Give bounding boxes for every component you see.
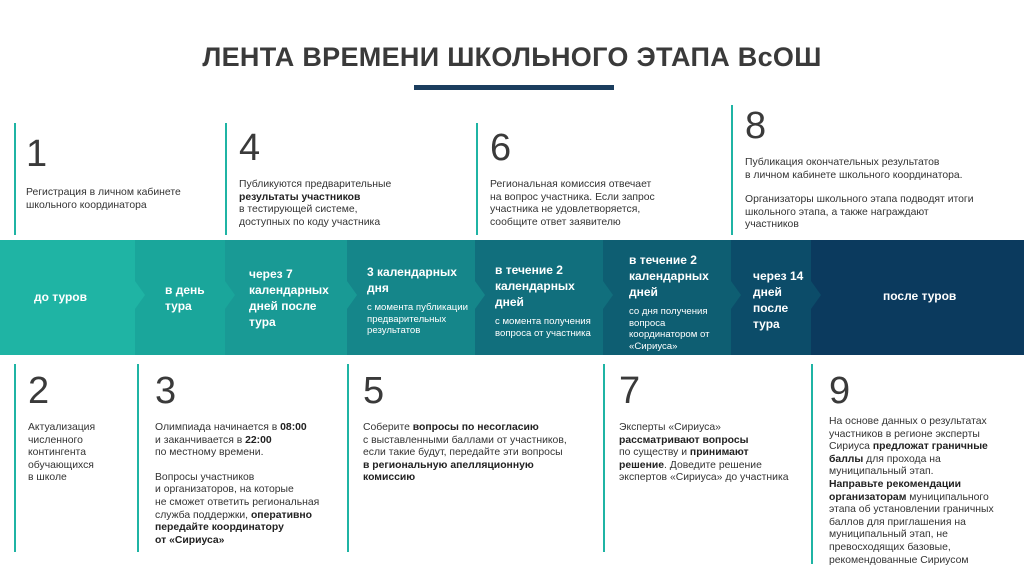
- text-line: [829, 454, 1019, 467]
- text-line: [155, 484, 355, 497]
- arrow-icon: [225, 281, 235, 309]
- step-text: [26, 187, 206, 212]
- text-line: [363, 435, 593, 448]
- band-text: [495, 262, 599, 339]
- text-run: на вопрос участника. Если запрос: [490, 191, 655, 203]
- text-line: [363, 460, 593, 473]
- text-run: не сможет ответить региональная: [155, 496, 320, 508]
- text-line: [829, 441, 1019, 454]
- arrow-icon: [135, 281, 145, 309]
- bold-text: Направьте рекомендации: [829, 478, 961, 490]
- step-6: [476, 123, 690, 235]
- band-segment-3: [225, 240, 347, 355]
- band-label: до туров: [34, 290, 88, 304]
- text-line: [155, 435, 355, 448]
- text-line: [829, 517, 1019, 530]
- bold-text: рассматривают вопросы: [619, 434, 749, 446]
- band-label: после туров: [883, 289, 957, 303]
- text-run: Актуализация: [28, 422, 96, 433]
- band-segment-1: [0, 240, 135, 355]
- band-text: [629, 252, 727, 352]
- text-run: Сириуса: [829, 441, 873, 453]
- bold-text: предложат граничные: [872, 441, 988, 453]
- step-number: 8: [745, 105, 767, 147]
- text-run: Организаторы школьного этапа подводят итоги: [745, 194, 974, 206]
- band-label: в течение 2 календарных дней: [495, 263, 575, 309]
- step-text: [155, 422, 355, 547]
- text-run: Региональная комиссия отвечает: [490, 179, 652, 190]
- step-4: [225, 123, 439, 235]
- text-run: доступных по коду участника: [239, 216, 381, 228]
- band-label: в день тура: [165, 283, 205, 313]
- step-number: 9: [829, 370, 851, 412]
- step-number: 4: [239, 127, 261, 169]
- band-segment-2: [135, 240, 225, 355]
- text-line: [363, 472, 593, 485]
- step-2: [14, 364, 138, 552]
- text-line: [490, 192, 690, 205]
- band-segment-5: [475, 240, 603, 355]
- bold-text: от «Сириуса»: [155, 534, 225, 546]
- text-run: для прохода на: [863, 453, 941, 465]
- band-segment-6: [603, 240, 731, 355]
- line-gap: [745, 182, 1015, 194]
- text-line: [239, 179, 439, 192]
- text-line: [745, 194, 1015, 207]
- text-run: контингента: [28, 447, 86, 459]
- band-segment-7: [731, 240, 811, 355]
- text-line: [155, 535, 355, 548]
- text-line: [829, 555, 1019, 568]
- step-text: [745, 157, 1015, 232]
- line-gap: [155, 460, 355, 472]
- arrow-icon: [475, 281, 485, 309]
- step-number: 6: [490, 127, 512, 169]
- text-run: рекомендованные Сириусом: [829, 554, 969, 566]
- step-text: [490, 179, 690, 229]
- text-run: Публикуются предварительные: [239, 179, 392, 190]
- text-run: и организаторов, на которые: [155, 484, 294, 496]
- page-title: ЛЕНТА ВРЕМЕНИ ШКОЛЬНОГО ЭТАПА ВсОШ: [202, 42, 822, 72]
- text-line: [829, 504, 1019, 517]
- step-7: [603, 364, 809, 552]
- text-line: [239, 217, 439, 230]
- text-line: [239, 192, 439, 205]
- text-run: муниципального: [906, 491, 989, 503]
- band-sublabel: с момента получения вопроса от участника: [495, 316, 591, 339]
- text-run: Эксперты «Сириуса»: [619, 422, 721, 433]
- text-line: [745, 157, 1015, 170]
- text-line: [363, 422, 593, 435]
- text-line: [619, 460, 809, 473]
- band-sublabel: с момента публикации предварительных результатов: [367, 302, 468, 336]
- text-line: [745, 219, 1015, 232]
- text-run: школьного координатора: [26, 199, 147, 211]
- arrow-icon: [603, 281, 613, 309]
- band-segment-8: [811, 240, 1024, 355]
- bold-text: передайте координатору: [155, 522, 284, 534]
- text-line: [745, 207, 1015, 220]
- text-line: [155, 522, 355, 535]
- text-line: [28, 422, 138, 435]
- text-run: муниципальный этап, не: [829, 529, 948, 541]
- text-line: [829, 542, 1019, 555]
- arrow-icon: [347, 281, 357, 309]
- text-run: этапа об установлении граничных: [829, 504, 994, 516]
- bold-text: 08:00: [280, 422, 307, 433]
- text-line: [490, 179, 690, 192]
- band-label: через 7 календарных дней после тура: [249, 267, 329, 329]
- text-run: численного: [28, 434, 83, 446]
- bold-text: вопросы по несогласию: [412, 422, 539, 433]
- arrow-icon: [731, 281, 741, 309]
- step-text: [619, 422, 809, 485]
- step-number: 3: [155, 370, 177, 412]
- text-line: [28, 447, 138, 460]
- text-run: участников: [745, 219, 799, 231]
- step-number: 5: [363, 370, 385, 412]
- step-text: [239, 179, 439, 229]
- text-run: На основе данных о результатах: [829, 416, 987, 427]
- step-text: [829, 416, 1019, 567]
- bold-text: решение: [619, 459, 665, 471]
- text-run: . Доведите решение: [664, 459, 762, 471]
- bold-text: оперативно: [250, 509, 312, 521]
- text-run: служба поддержки,: [155, 509, 251, 521]
- text-run: в личном кабинете школьного координатора.: [745, 169, 963, 181]
- text-run: школьного этапа, а также награждают: [745, 206, 929, 218]
- text-line: [829, 479, 1019, 492]
- text-run: сообщите ответ заявителю: [490, 216, 621, 228]
- band-sublabel: со дня получения вопроса координатором от «Сириуса»: [629, 306, 710, 352]
- bold-text: комиссию: [363, 472, 416, 484]
- text-line: [829, 416, 1019, 429]
- text-line: [619, 422, 809, 435]
- text-line: [829, 429, 1019, 442]
- text-line: [619, 435, 809, 448]
- bold-text: результаты участников: [239, 191, 361, 203]
- step-text: [28, 422, 138, 485]
- text-run: Соберите: [363, 422, 413, 433]
- text-run: по местному времени.: [155, 447, 264, 459]
- text-run: и заканчивается в: [155, 434, 246, 446]
- text-run: если такие будут, передайте эти вопросы: [363, 447, 563, 459]
- text-run: экспертов «Сириуса» до участника: [619, 472, 789, 484]
- text-line: [26, 187, 206, 200]
- text-line: [363, 447, 593, 460]
- band-label: 3 календарных дня: [367, 265, 457, 295]
- step-8: [731, 105, 1015, 235]
- text-line: [490, 217, 690, 230]
- text-run: Олимпиада начинается в: [155, 422, 281, 433]
- text-line: [155, 447, 355, 460]
- text-run: Вопросы участников: [155, 471, 255, 483]
- text-line: [829, 466, 1019, 479]
- band-segment-4: [347, 240, 475, 355]
- text-line: [28, 435, 138, 448]
- step-number: 1: [26, 133, 48, 175]
- text-line: [28, 460, 138, 473]
- band-label: в течение 2 календарных дней: [629, 253, 709, 299]
- text-line: [745, 170, 1015, 183]
- text-run: обучающихся: [28, 459, 94, 471]
- text-run: баллов для приглашения на: [829, 516, 966, 528]
- band-label: через 14 дней после тура: [753, 269, 804, 331]
- bold-text: 22:00: [245, 434, 272, 446]
- step-1: [14, 123, 206, 235]
- step-3: [137, 364, 355, 552]
- text-line: [239, 204, 439, 217]
- title-underline: [414, 85, 614, 90]
- step-number: 7: [619, 370, 641, 412]
- step-5: [347, 364, 593, 552]
- text-run: с выставленными баллами от участников,: [363, 434, 567, 446]
- text-line: [155, 472, 355, 485]
- text-run: участника не удовлетворяется,: [490, 204, 641, 216]
- arrow-icon: [811, 281, 821, 309]
- text-run: Публикация окончательных результатов: [745, 157, 940, 168]
- text-line: [619, 447, 809, 460]
- bold-text: организаторам: [829, 491, 907, 503]
- text-run: участников в регионе эксперты: [829, 428, 980, 440]
- text-line: [28, 472, 138, 485]
- text-line: [155, 497, 355, 510]
- bold-text: в региональную апелляционную: [363, 459, 534, 471]
- text-run: превосходящих базовые,: [829, 541, 951, 553]
- step-number: 2: [28, 370, 50, 412]
- text-line: [829, 529, 1019, 542]
- bold-text: баллы: [829, 453, 864, 465]
- text-line: [26, 200, 206, 213]
- text-line: [490, 204, 690, 217]
- text-run: муниципальный этап.: [829, 466, 934, 478]
- text-line: [155, 510, 355, 523]
- text-run: в тестирующей системе,: [239, 204, 358, 216]
- text-line: [155, 422, 355, 435]
- step-text: [363, 422, 593, 485]
- bold-text: принимают: [689, 447, 749, 459]
- text-line: [829, 492, 1019, 505]
- text-run: по существу и: [619, 447, 690, 459]
- step-9: [811, 364, 1019, 564]
- band-text: [367, 264, 471, 337]
- text-run: в школе: [28, 472, 67, 484]
- text-run: Регистрация в личном кабинете: [26, 187, 181, 198]
- text-line: [619, 472, 809, 485]
